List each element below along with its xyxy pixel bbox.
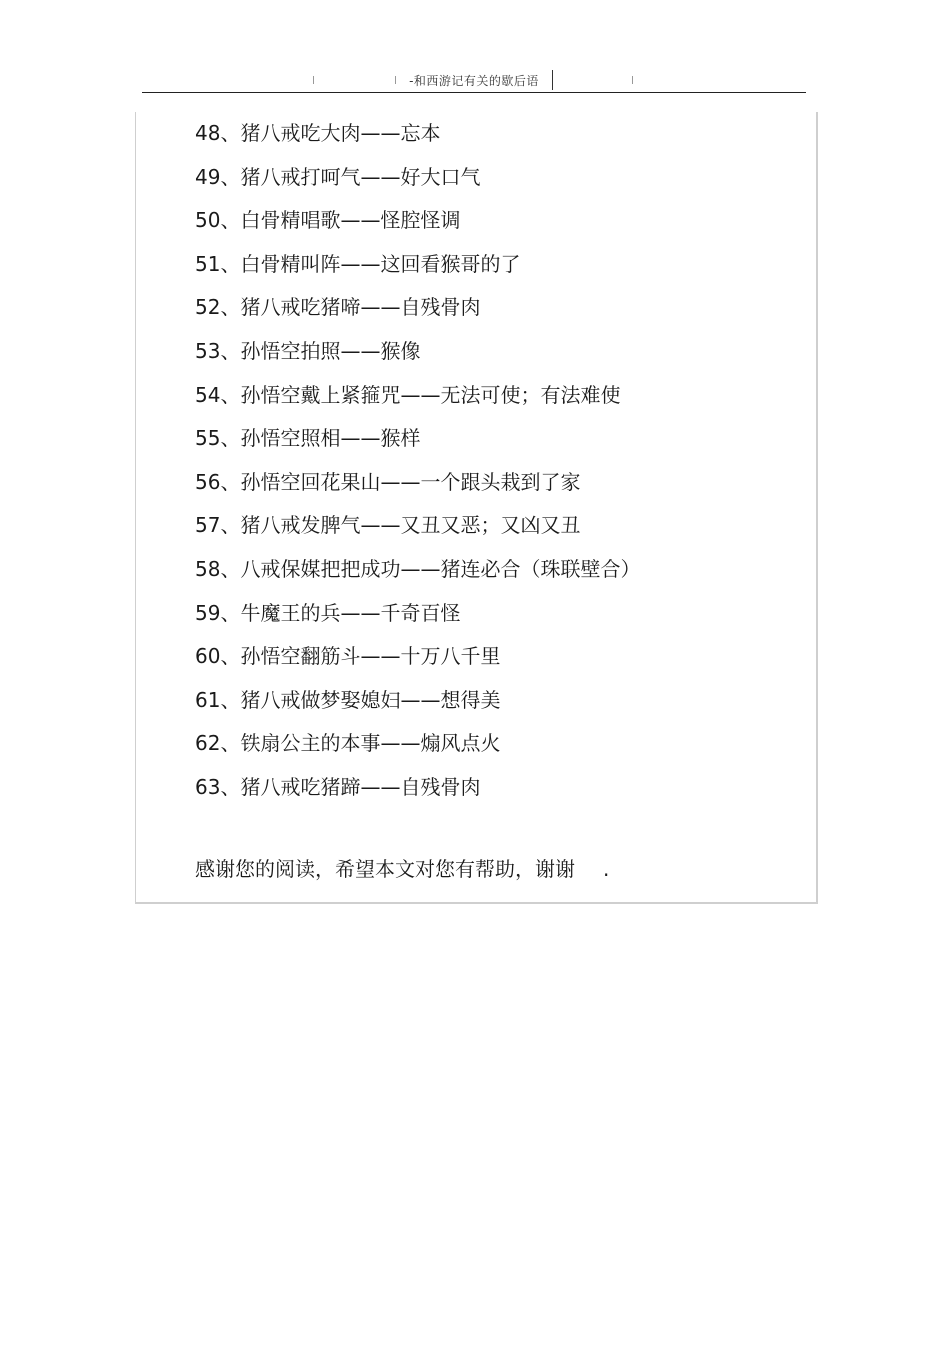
entry-number: 53、 <box>195 338 241 363</box>
entry-text: 白骨精叫阵——这回看猴哥的了 <box>240 251 521 276</box>
list-item <box>195 511 640 555</box>
list-item <box>195 119 640 163</box>
entry-text: 孙悟空照相——猴样 <box>240 426 421 451</box>
list-item <box>195 599 640 643</box>
entry-number: 63、 <box>195 774 241 799</box>
list-item <box>195 686 640 730</box>
entry-text: 牛魔王的兵——千奇百怪 <box>240 600 461 625</box>
page-header <box>142 62 806 93</box>
entry-number: 60、 <box>195 644 241 669</box>
entry-text: 孙悟空翻筋斗——十万八千里 <box>240 644 501 669</box>
entry-text: 孙悟空拍照——猴像 <box>240 338 421 363</box>
entry-number: 55、 <box>195 426 241 451</box>
list-item <box>195 468 640 512</box>
entry-text: 猪八戒发脾气——又丑又恶；又凶又丑 <box>240 513 581 538</box>
entry-number: 48、 <box>195 121 241 145</box>
entry-number: 49、 <box>195 164 241 189</box>
entry-text: 白骨精唱歌——怪腔怪调 <box>240 208 461 233</box>
entry-number: 62、 <box>195 731 241 756</box>
list-item <box>195 424 640 468</box>
list-item <box>195 381 640 425</box>
list-item <box>195 250 640 294</box>
thanks-text: 感谢您的阅读，希望本文对您有帮助，谢谢 <box>195 857 575 881</box>
entry-text: 铁扇公主的本事——煽风点火 <box>240 731 501 756</box>
entry-list <box>195 119 640 817</box>
entry-number: 56、 <box>195 469 241 494</box>
entry-text: 八戒保媒把把成功——猪连必合（珠联壁合） <box>240 556 641 581</box>
entry-number: 52、 <box>195 295 241 320</box>
list-item <box>195 773 640 817</box>
entry-text: 猪八戒吃猪啼——自残骨肉 <box>240 295 481 320</box>
list-item <box>195 206 640 250</box>
list-item <box>195 729 640 773</box>
list-item <box>195 163 640 207</box>
entry-text: 猪八戒打呵气——好大口气 <box>240 164 481 189</box>
entry-text: 孙悟空回花果山——一个跟头栽到了家 <box>240 469 581 494</box>
entry-text: 孙悟空戴上紧箍咒——无法可使；有法难使 <box>240 382 621 407</box>
entry-text: 猪八戒吃猪蹄——自残骨肉 <box>240 774 481 799</box>
list-item <box>195 555 640 599</box>
entry-number: 58、 <box>195 556 241 581</box>
entry-text: 猪八戒吃大肉——忘本 <box>240 121 441 145</box>
entry-number: 61、 <box>195 687 241 712</box>
list-item <box>195 642 640 686</box>
header-title: -和西游记有关的歇后语 <box>409 74 539 88</box>
thanks-dot: . <box>603 857 610 881</box>
entry-text: 猪八戒做梦娶媳妇——想得美 <box>240 687 501 712</box>
entry-number: 59、 <box>195 600 241 625</box>
content-box <box>135 112 818 904</box>
list-item <box>195 337 640 381</box>
thanks-line <box>195 855 609 883</box>
entry-number: 54、 <box>195 382 241 407</box>
list-item <box>195 293 640 337</box>
entry-number: 57、 <box>195 513 241 538</box>
entry-number: 51、 <box>195 251 241 276</box>
entry-number: 50、 <box>195 208 241 233</box>
